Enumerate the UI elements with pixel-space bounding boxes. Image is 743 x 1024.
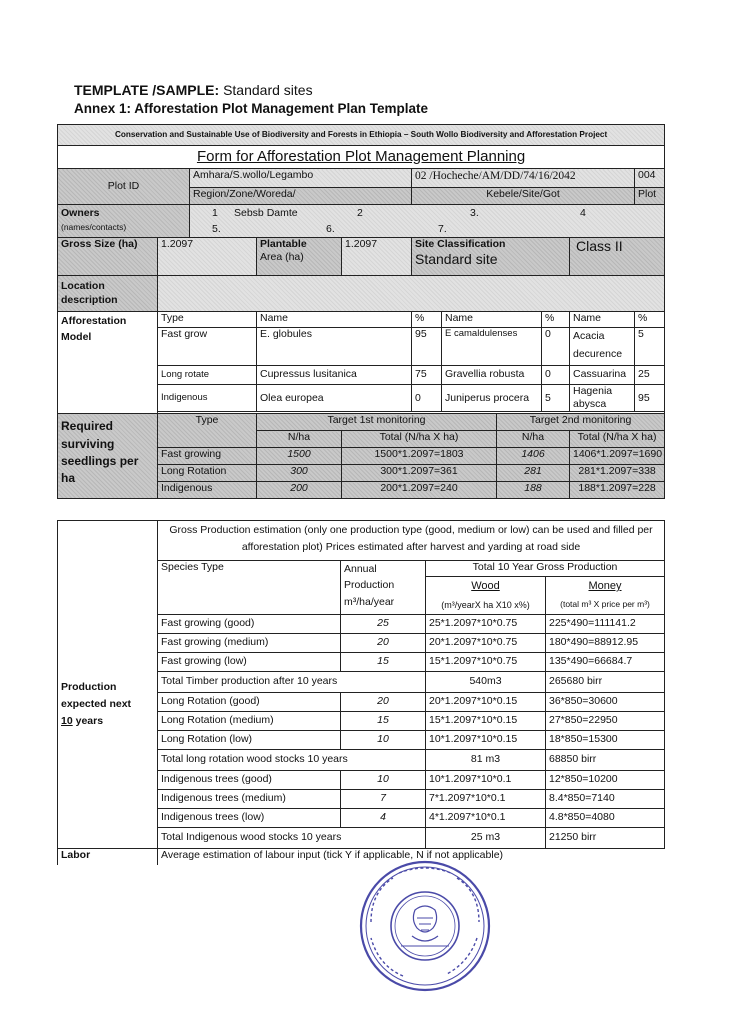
seedlings-total1: 1500*1.2097=1803 (342, 448, 497, 465)
plantable-value: 1.2097 (342, 238, 412, 276)
model-species: Juniperus procera (442, 385, 542, 412)
production-wood: 10*1.2097*10*0.1 (426, 771, 546, 790)
production-money: 180*490=88912.95 (546, 634, 665, 653)
model-percent: 95 (635, 385, 665, 412)
production-wood: 7*1.2097*10*0.1 (426, 790, 546, 809)
production-money: 12*850=10200 (546, 771, 665, 790)
production-total-label: Total long rotation wood stocks 10 years (158, 750, 426, 771)
production-annual: 20 (341, 634, 426, 653)
model-type: Long rotate (158, 366, 257, 385)
model-species: Hagenia abysca (570, 385, 635, 412)
production-species: Long Rotation (low) (158, 731, 341, 750)
production-annual: 7 (341, 790, 426, 809)
production-annual: 25 (341, 615, 426, 634)
kebele-caption: Kebele/Site/Got (412, 188, 635, 205)
stamp-seal-icon (361, 862, 489, 990)
production-annual: 10 (341, 731, 426, 750)
project-name: Conservation and Sustainable Use of Biodiversity and Forests in Ethiopia – South Wollo Biodiversity and Afforestation Project (58, 125, 665, 146)
region-caption: Region/Zone/Woreda/ (190, 188, 412, 205)
plantable-title: Plantable (260, 238, 307, 250)
model-percent: 75 (412, 366, 442, 385)
plot-value: 004 (635, 169, 665, 188)
model-species: Cassuarina (570, 366, 635, 385)
template-heading (74, 82, 313, 98)
seedlings-n1: 200 (257, 482, 342, 499)
model-percent: 5 (542, 385, 570, 412)
production-label-line1: Production (61, 681, 117, 694)
model-percent: 5 (635, 328, 665, 366)
production-species: Indigenous trees (good) (158, 771, 341, 790)
owner-number-3: 3. (470, 207, 479, 219)
template-prefix: TEMPLATE /SAMPLE: (74, 82, 220, 98)
seedlings-total2: 1406*1.2097=1690 (570, 448, 665, 465)
seedlings-total1: 200*1.2097=240 (342, 482, 497, 499)
production-wood: 15*1.2097*10*0.75 (426, 653, 546, 672)
region-value: Amhara/S.wollo/Legambo (190, 169, 412, 188)
owner-number-2: 2 (357, 207, 363, 219)
production-species: Fast growing (medium) (158, 634, 341, 653)
production-annual: 4 (341, 809, 426, 828)
production-wood: 25*1.2097*10*0.75 (426, 615, 546, 634)
production-annual: 15 (341, 653, 426, 672)
production-species: Indigenous trees (medium) (158, 790, 341, 809)
official-stamp (357, 858, 493, 994)
seedlings-n1: 1500 (257, 448, 342, 465)
seedlings-label: Required surviving seedlings per ha (58, 414, 158, 499)
labor-label: Labor (58, 849, 158, 865)
template-title: Standard sites (223, 82, 313, 98)
seedlings-total2: 281*1.2097=338 (570, 465, 665, 482)
owner-number-1: 1 (212, 207, 218, 219)
owners-title: Owners (61, 207, 100, 219)
production-wood: 20*1.2097*10*0.15 (426, 693, 546, 712)
seedlings-total-header-2: Total (N/ha X ha) (570, 431, 665, 448)
money-header (546, 577, 665, 615)
seedlings-n2: 188 (497, 482, 570, 499)
model-header-pct-2: % (542, 312, 570, 328)
wood-header-title: Wood (471, 580, 500, 592)
model-species: Olea europea (257, 385, 412, 412)
seedlings-total-header-1: Total (N/ha X ha) (342, 431, 497, 448)
seedlings-type: Fast growing (158, 448, 257, 465)
production-total-wood: 81 m3 (426, 750, 546, 771)
owner-name-1: Sebsb Damte (234, 207, 298, 219)
production-wood: 20*1.2097*10*0.75 (426, 634, 546, 653)
owner-number-6: 6. (326, 223, 335, 235)
annex-title: Annex 1: Afforestation Plot Management Plan Template (74, 101, 429, 116)
plot-id-label: Plot ID (58, 169, 190, 205)
production-total-money: 68850 birr (546, 750, 665, 771)
production-wood: 10*1.2097*10*0.15 (426, 731, 546, 750)
owners-label (58, 205, 190, 238)
model-header-name-3: Name (570, 312, 635, 328)
gross-size-value: 1.2097 (158, 238, 257, 276)
model-header-pct-1: % (412, 312, 442, 328)
model-label: Afforestation Model (58, 312, 158, 414)
model-header-name-2: Name (442, 312, 542, 328)
plot-caption: Plot (635, 188, 665, 205)
model-percent: 95 (412, 328, 442, 366)
production-species: Long Rotation (medium) (158, 712, 341, 731)
site-value: Standard site (415, 251, 498, 268)
owner-number-4: 4 (580, 207, 586, 219)
production-money: 18*850=15300 (546, 731, 665, 750)
model-species: Acacia decurence (570, 328, 635, 366)
production-annual: 15 (341, 712, 426, 731)
model-percent: 25 (635, 366, 665, 385)
labor-text: Average estimation of labour input (tick Y if applicable, N if not applicable) (158, 849, 665, 865)
owners-sublabel: (names/contacts) (61, 222, 127, 233)
money-header-sub: (total m³ X price per m³) (560, 598, 650, 609)
model-type: Fast grow (158, 328, 257, 366)
seedlings-type: Indigenous (158, 482, 257, 499)
wood-header (426, 577, 546, 615)
site-classification (412, 238, 570, 276)
model-header-name-1: Name (257, 312, 412, 328)
plantable-label (257, 238, 342, 276)
model-species: Gravellia robusta (442, 366, 542, 385)
seedlings-total1: 300*1.2097=361 (342, 465, 497, 482)
model-percent: 0 (412, 385, 442, 412)
model-percent: 0 (542, 366, 570, 385)
production-label-line3 (61, 713, 154, 730)
location-value (158, 276, 665, 312)
seedlings-total2: 188*1.2097=228 (570, 482, 665, 499)
seedlings-n1: 300 (257, 465, 342, 482)
seedlings-nha-header-2: N/ha (497, 431, 570, 448)
production-wood: 4*1.2097*10*0.1 (426, 809, 546, 828)
production-annual: 20 (341, 693, 426, 712)
production-wood: 15*1.2097*10*0.15 (426, 712, 546, 731)
production-money: 135*490=66684.7 (546, 653, 665, 672)
model-species: Cupressus lusitanica (257, 366, 412, 385)
seedlings-nha-header-1: N/ha (257, 431, 342, 448)
production-money: 36*850=30600 (546, 693, 665, 712)
production-table (57, 520, 665, 849)
production-money: 4.8*850=4080 (546, 809, 665, 828)
wood-header-sub: (m³/yearX ha X10 x%) (441, 599, 530, 610)
model-header-type: Type (158, 312, 257, 328)
owner-number-7: 7. (438, 223, 447, 235)
seedlings-n2: 1406 (497, 448, 570, 465)
production-total-label: Total Indigenous wood stocks 10 years (158, 828, 426, 849)
production-total-wood: 540m3 (426, 672, 546, 693)
production-money: 27*850=22950 (546, 712, 665, 731)
species-type-header: Species Type (158, 561, 341, 615)
production-total-wood: 25 m3 (426, 828, 546, 849)
model-type: Indigenous (158, 385, 257, 412)
money-header-title: Money (588, 580, 622, 592)
production-species: Indigenous trees (low) (158, 809, 341, 828)
seedlings-type-header: Type (158, 414, 257, 448)
seedlings-target2-header: Target 2nd monitoring (497, 414, 665, 431)
annual-production-header: Annual Production m³/ha/year (341, 561, 426, 615)
production-total-label: Total Timber production after 10 years (158, 672, 426, 693)
production-species: Fast growing (good) (158, 615, 341, 634)
location-label: Location description (58, 276, 158, 312)
production-label-years: years (75, 714, 104, 727)
production-label-line2: expected next (61, 698, 132, 711)
production-total-money: 265680 birr (546, 672, 665, 693)
total-production-header: Total 10 Year Gross Production (426, 561, 665, 577)
seedlings-n2: 281 (497, 465, 570, 482)
owners-list (190, 205, 665, 238)
seedlings-type: Long Rotation (158, 465, 257, 482)
production-label-num: 10 (61, 714, 73, 727)
plantable-sublabel: Area (ha) (260, 251, 304, 264)
site-label: Site Classification (415, 238, 506, 250)
production-species: Long Rotation (good) (158, 693, 341, 712)
production-money: 8.4*850=7140 (546, 790, 665, 809)
production-label (58, 521, 158, 849)
model-species: E. globules (257, 328, 412, 366)
production-money: 225*490=111141.2 (546, 615, 665, 634)
plot-form (57, 124, 665, 499)
form-title: Form for Afforestation Plot Management Planning (58, 146, 665, 169)
production-species: Fast growing (low) (158, 653, 341, 672)
model-species: E camaldulenses (442, 328, 542, 366)
production-annual: 10 (341, 771, 426, 790)
kebele-value: 02 /Hocheche/AM/DD/74/16/2042 (412, 169, 635, 188)
gross-size-label: Gross Size (ha) (58, 238, 158, 276)
owner-number-5: 5. (212, 223, 221, 235)
production-note: Gross Production estimation (only one production type (good, medium or low) can be used and filled per afforestation plot) Prices estimated after harvest and yarding at road side (158, 521, 665, 561)
model-header-pct-3: % (635, 312, 665, 328)
seedlings-target1-header: Target 1st monitoring (257, 414, 497, 431)
class-value: Class II (570, 238, 665, 276)
model-percent: 0 (542, 328, 570, 366)
production-total-money: 21250 birr (546, 828, 665, 849)
